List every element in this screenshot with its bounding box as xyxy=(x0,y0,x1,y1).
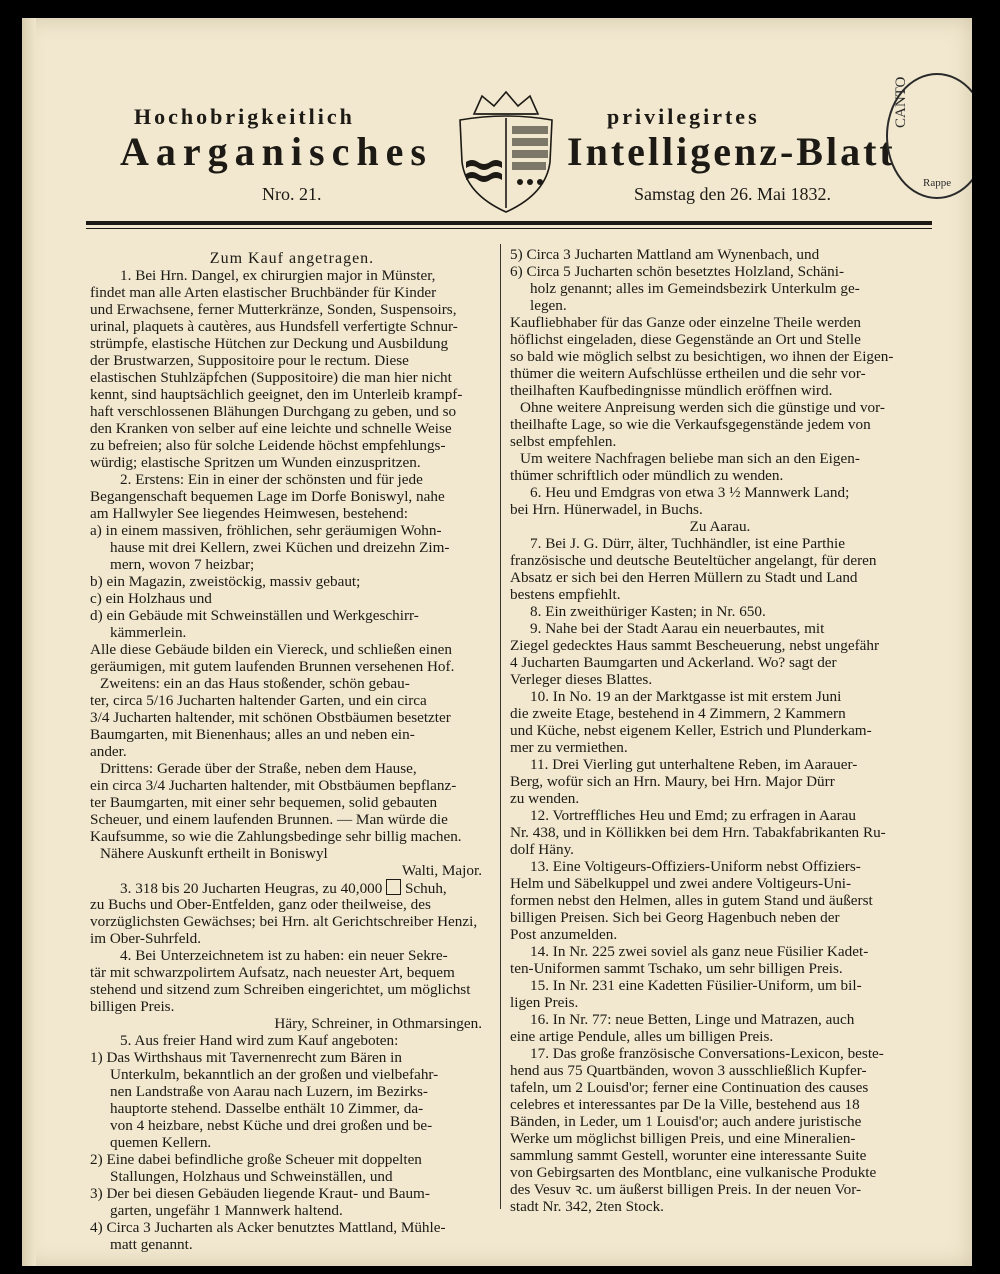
article-4-line: billigen Preis. xyxy=(90,998,175,1015)
article-13-line: Helm und Säbelkuppel und zwei andere Voltigeurs-Uni- xyxy=(510,875,852,892)
newspaper-page xyxy=(22,18,972,1266)
article-12-line: Nr. 438, und in Köllikken bei dem Hrn. Tabakfabrikanten Ru- xyxy=(510,824,886,841)
article-5-line: von 4 heizbare, nebst Küche und drei großen und be- xyxy=(110,1117,433,1134)
article-1-line: elastischen Stuhlzäpfchen (Suppositoire) die man hier nicht xyxy=(90,369,452,386)
article-2-line: Zweitens: ein an das Haus stoßender, schön gebau- xyxy=(100,675,410,692)
article-5-cont-line: höflichst eingeladen, diese Gegenstände an Ort und Stelle xyxy=(510,331,861,348)
article-7-line: bestens empfiehlt. xyxy=(510,586,621,603)
article-2-signature: Walti, Major. xyxy=(401,862,482,879)
article-1-line: der Brustwarzen, Suppositoire pour le rectum. Diese xyxy=(90,352,409,369)
article-1-line: kennt, sind hauptsächlich geeignet, den im Unterleib krampf- xyxy=(90,386,463,403)
article-10-line: und Küche, nebst eigenem Keller, Estrich und Plunderkam- xyxy=(510,722,872,739)
article-2-line: Drittens: Gerade über der Straße, neben dem Hause, xyxy=(100,760,417,777)
article-2-line: am Hallwyler See liegendes Heimwesen, bestehend: xyxy=(90,505,408,522)
article-17-line: tafeln, um 2 Louisd'or; ferner eine Continuation des causes xyxy=(510,1079,869,1096)
svg-text:Rappe: Rappe xyxy=(923,177,952,189)
article-2-line: 3/4 Jucharten haltender, mit schönen Obstbäumen besetzter xyxy=(90,709,451,726)
article-10-line: die zweite Etage, bestehend in 4 Zimmern, 2 Kammern xyxy=(510,705,846,722)
article-15-line: ligen Preis. xyxy=(510,994,579,1011)
article-2-line: Baumgarten, mit Bienenhaus; alles an und neben ein- xyxy=(90,726,415,743)
article-5-line: 2) Eine dabei befindliche große Scheuer mit doppelten xyxy=(90,1151,422,1168)
svg-text:CANTO: CANTO xyxy=(893,76,909,128)
article-2-line: Scheuer, und einem laufenden Brunnen. — Man würde die xyxy=(90,811,448,828)
article-5-line: Unterkulm, bekanntlich an der großen und vielbefahr- xyxy=(110,1066,439,1083)
article-2-line: 2. Erstens: Ein in einer der schönsten und für jede xyxy=(120,471,423,488)
article-10-line: 10. In No. 19 an der Marktgasse ist mit erstem Juni xyxy=(530,688,842,705)
article-1-line: zu befreien; also für solche Leidende höchst empfehlungs- xyxy=(90,437,446,454)
article-9-line: 9. Nahe bei der Stadt Aarau ein neuerbautes, mit xyxy=(530,620,825,637)
article-5-cont-line: theilhafte Lage, so wie die Verkaufsgegenstände jedem von xyxy=(510,416,871,433)
article-5-line: nen Landstraße von Aarau nach Luzern, im Bezirks- xyxy=(110,1083,428,1100)
article-4-line: tär mit schwarzpolirtem Aufsatz, nach neuester Art, bequem xyxy=(90,964,455,981)
article-16-line: eine artige Pendule, alles um billigen Preis. xyxy=(510,1028,774,1045)
article-9-line: 4 Jucharten Baumgarten und Ackerland. Wo? sagt der xyxy=(510,654,837,671)
article-5-cont-line: Um weitere Nachfragen beliebe man sich an den Eigen- xyxy=(520,450,860,467)
article-17-line: Bänden, in Leder, um 1 Louisd'or; auch andere juristische xyxy=(510,1113,862,1130)
article-11-line: Berg, wofür sich an Hrn. Maury, bei Hrn. Major Dürr xyxy=(510,773,835,790)
article-5-line: hauptorte stehend. Dasselbe enthält 10 Zimmer, da- xyxy=(110,1100,424,1117)
article-9-line: Ziegel gedecktes Haus sammt Bescheuerung, nebst ungefähr xyxy=(510,637,880,654)
article-5-line: garten, ungefähr 1 Mannwerk haltend. xyxy=(110,1202,343,1219)
article-2-line: Nähere Auskunft ertheilt in Boniswyl xyxy=(100,845,328,862)
article-4-line: 4. Bei Unterzeichnetem ist zu haben: ein neuer Sekre- xyxy=(120,947,448,964)
article-2-line: Begangenschaft bequemen Lage im Dorfe Boniswyl, nahe xyxy=(90,488,445,505)
article-13-line: Post anzumelden. xyxy=(510,926,618,943)
article-2-line: ter Baumgarten, mit einer sehr bequemen, solid gebauten xyxy=(90,794,438,811)
aargau-coat-of-arms-icon xyxy=(452,88,560,216)
article-5-cont-line: selbst empfehlen. xyxy=(510,433,617,450)
article-17-line: hend aus 75 Quartbänden, wovon 3 ausschließlich Kupfer- xyxy=(510,1062,867,1079)
article-5-line: quemen Kellern. xyxy=(110,1134,212,1151)
article-5-cont-line: so bald wie möglich selbst zu besichtigen, wo ihnen der Eigen- xyxy=(510,348,894,365)
article-4-line: stehend und sitzend zum Schreiben eingerichtet, um möglichst xyxy=(90,981,471,998)
article-17-line: Werke um möglichst billigen Preis, und eine Mineralien- xyxy=(510,1130,856,1147)
article-2-line: hause mit drei Kellern, zwei Küchen und dreizehn Zim- xyxy=(110,539,450,556)
article-7-line: 7. Bei J. G. Dürr, älter, Tuchhändler, ist eine Parthie xyxy=(530,535,845,552)
article-1-line: würdig; elastische Spritzen um Wunden einzuspritzen. xyxy=(90,454,421,471)
square-symbol-icon xyxy=(386,879,401,895)
article-2-line: ander. xyxy=(90,743,127,760)
article-5-line: 4) Circa 3 Jucharten als Acker benutztes Mattland, Mühle- xyxy=(90,1219,446,1236)
article-13-line: billigen Preisen. Sich bei Georg Hagenbuch neben der xyxy=(510,909,840,926)
article-16-line: 16. In Nr. 77: neue Betten, Linge und Matrazen, auch xyxy=(530,1011,855,1028)
article-6-line: 6. Heu und Emdgras von etwa 3 ½ Mannwerk Land; xyxy=(530,484,850,501)
article-7-line: französische und deutsche Beuteltücher angelangt, für deren xyxy=(510,552,877,569)
article-9-line: Verleger dieses Blattes. xyxy=(510,671,653,688)
article-5-line: matt genannt. xyxy=(110,1236,193,1253)
article-2-line: a) in einem massiven, fröhlichen, sehr geräumigen Wohn- xyxy=(90,522,442,539)
masthead-title-left: Aarganisches xyxy=(120,129,433,174)
article-8-line: 8. Ein zweithüriger Kasten; in Nr. 650. xyxy=(530,603,766,620)
article-10-line: mer zu vermiethen. xyxy=(510,739,628,756)
article-5-line: Stallungen, Holzhaus und Schweinställen, und xyxy=(110,1168,393,1185)
article-2-line: c) ein Holzhaus und xyxy=(90,590,212,607)
article-11-line: 11. Drei Vierling gut unterhaltene Reben, im Aarauer- xyxy=(530,756,858,773)
article-13-line: 13. Eine Voltigeurs-Offiziers-Uniform nebst Offiziers- xyxy=(530,858,861,875)
article-1-line: den Kranken von selber auf eine leichte und schnelle Weise xyxy=(90,420,452,437)
article-14-line: 14. In Nr. 225 zwei soviel als ganz neue Füsilier Kadet- xyxy=(530,943,869,960)
library-stamp-icon xyxy=(877,68,972,203)
article-7-line: Absatz er sich bei den Herren Müllern zu Stadt und Land xyxy=(510,569,858,586)
masthead-line1-left: Hochobrigkeitlich xyxy=(134,104,355,129)
column-divider xyxy=(500,244,501,1209)
article-2-line: mern, wovon 7 heizbar; xyxy=(110,556,255,573)
article-12-line: dolf Häny. xyxy=(510,841,574,858)
masthead-thick-rule xyxy=(86,221,932,225)
article-5-cont-line: theilhaften Kaufbedingnisse mündlich eröffnen wird. xyxy=(510,382,833,399)
article-17-line: von Gebirgsarten des Montblanc, eine vulkanische Produkte xyxy=(510,1164,877,1181)
article-5-cont-line: thümer schriftlich oder mündlich zu wenden. xyxy=(510,467,784,484)
article-5-cont-line: 5) Circa 3 Jucharten Mattland am Wynenbach, und xyxy=(510,246,820,263)
article-2-line: d) ein Gebäude mit Schweinställen und Werkgeschirr- xyxy=(90,607,419,624)
article-17-line: sammlung sammt Gestell, worunter eine interessante Suite xyxy=(510,1147,867,1164)
article-2-line: b) ein Magazin, zweistöckig, massiv gebaut; xyxy=(90,573,361,590)
issue-date: Samstag den 26. Mai 1832. xyxy=(634,184,831,204)
article-1-line: findet man alle Arten elastischer Bruchbänder für Kinder xyxy=(90,284,437,301)
article-5-cont-line: thümer die weitern Aufschlüsse ertheilen und die sehr vor- xyxy=(510,365,866,382)
article-2-line: ter, circa 5/16 Jucharten haltender Garten, und ein circa xyxy=(90,692,427,709)
article-11-line: zu wenden. xyxy=(510,790,580,807)
masthead-title-right: Intelligenz-Blatt xyxy=(567,129,896,174)
article-17-line: des Vesuv ꝛc. um äußerst billigen Preis. In der neuen Vor- xyxy=(510,1181,862,1198)
article-1-line: strümpfe, elastische Hütchen zur Deckung und Ausbildung xyxy=(90,335,449,352)
article-5-cont-line: holz genannt; alles im Gemeindsbezirk Unterkulm ge- xyxy=(530,280,860,297)
article-5-cont-line: legen. xyxy=(530,297,567,314)
article-13-line: formen nebst den Helmen, alles in gutem Stand und äußerst xyxy=(510,892,873,909)
issue-number: Nro. 21. xyxy=(262,184,322,204)
article-3-line: vorzüglichsten Gewächses; bei Hrn. alt Gerichtschreiber Henzi, xyxy=(90,913,478,930)
article-2-line: ein circa 3/4 Jucharten haltender, mit Obstbäumen bepflanz- xyxy=(90,777,457,794)
article-5-cont-line: Ohne weitere Anpreisung werden sich die günstige und vor- xyxy=(520,399,885,416)
article-2-line: Alle diese Gebäude bilden ein Viereck, und schließen einen xyxy=(90,641,452,658)
article-5-line: 5. Aus freier Hand wird zum Kauf angeboten: xyxy=(120,1032,399,1049)
article-17-line: stadt Nr. 342, 2ten Stock. xyxy=(510,1198,664,1215)
article-3-line: im Ober-Suhrfeld. xyxy=(90,930,202,947)
article-17-line: celebres et interessantes par De la Ville, bestehend aus 18 xyxy=(510,1096,860,1113)
article-3-line: zu Buchs und Ober-Entfelden, ganz oder theilweise, des xyxy=(90,896,431,913)
article-2-line: Kaufsumme, so wie die Zahlungsbedinge sehr billig machen. xyxy=(90,828,462,845)
article-2-line: kämmerlein. xyxy=(110,624,187,641)
article-15-line: 15. In Nr. 231 eine Kadetten Füsilier-Uniform, um bil- xyxy=(530,977,862,994)
section-subheading: Zu Aarau. xyxy=(689,518,751,535)
article-1-line: haft verschlossenen Blähungen Durchgang zu geben, und so xyxy=(90,403,457,420)
article-17-line: 17. Das große französische Conversations-Lexicon, beste- xyxy=(530,1045,884,1062)
article-5-cont-line: Kaufliebhaber für das Ganze oder einzelne Theile werden xyxy=(510,314,861,331)
article-2-line: geräumigen, mit gutem laufenden Brunnen versehenen Hof. xyxy=(90,658,455,675)
article-12-line: 12. Vortreffliches Heu und Emd; zu erfragen in Aarau xyxy=(530,807,857,824)
article-5-cont-line: 6) Circa 5 Jucharten schön besetztes Holzland, Schäni- xyxy=(510,263,845,280)
article-3-line: 3. 318 bis 20 Jucharten Heugras, zu 40,000 Schuh, xyxy=(120,880,447,897)
article-5-line: 1) Das Wirthshaus mit Tavernenrecht zum Bären in xyxy=(90,1049,402,1066)
article-1-line: urinal, plaquets à cautères, aus Hundsfell verfertigte Schnur- xyxy=(90,318,458,335)
masthead-thin-rule xyxy=(86,228,932,229)
article-6-line: bei Hrn. Hünerwadel, in Buchs. xyxy=(510,501,703,518)
article-1-line: und Erwachsene, ferner Mutterkränze, Sonden, Suspensoirs, xyxy=(90,301,457,318)
article-5-line: 3) Der bei diesen Gebäuden liegende Kraut- und Baum- xyxy=(90,1185,430,1202)
article-14-line: ten-Uniformen sammt Tschako, um sehr billigen Preis. xyxy=(510,960,843,977)
masthead-line1-right: privilegirtes xyxy=(607,104,760,129)
section-heading: Zum Kauf angetragen. xyxy=(209,250,375,267)
article-1-line: 1. Bei Hrn. Dangel, ex chirurgien major in Münster, xyxy=(120,267,436,284)
article-4-signature: Häry, Schreiner, in Othmarsingen. xyxy=(274,1015,482,1032)
